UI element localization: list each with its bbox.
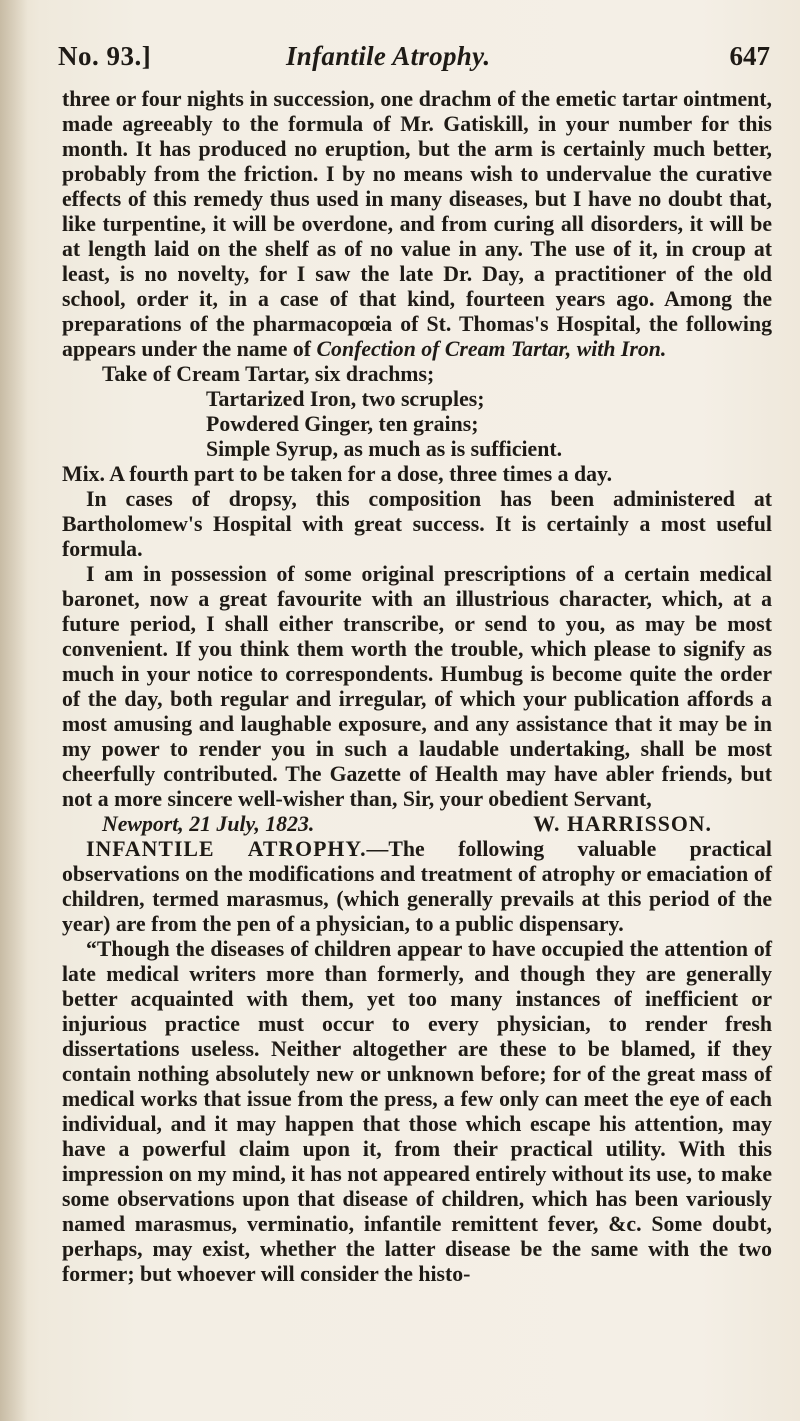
- recipe-block: [62, 362, 772, 387]
- running-header: [58, 36, 770, 76]
- paragraph-dropsy: In cases of dropsy, this composition has been administered at Bartholomew's Hospital with great success. It is certainly a most useful formula.: [62, 487, 772, 561]
- paragraph-emetic-tartar: three or four nights in succession, one drachm of the emetic tartar ointment, made agreeably to the formula of Mr. Gatiskill, in your number for this month. It has produced no eruption, but the arm is certainly much better, probably from the friction. I by no means wish to undervalue the curative effects of this remedy thus used in many diseases, but I have no doubt that, like turpentine, it will be overdone, and from curing all disorders, it will be at length laid on the shelf as of no value in any. The use of it, in croup at least, is no novelty, for I saw the late Dr. Day, a practitioner of the old school, order it, in a case of that kind, fourteen years ago. Among the preparations of the pharmacopœia of St. Thomas's Hospital, the following appears under the name of Confection of Cream Tartar, with Iron.: [62, 87, 772, 361]
- paragraph-infantile-atrophy: INFANTILE ATROPHY.—The following valuable practical observations on the modifications and treatment of atrophy or emaciation of children, termed marasmus, (which generally prevails at this period of the year) are from the pen of a physician, to a public dispensary.: [62, 837, 772, 936]
- recipe-line: Tartarized Iron, two scruples;: [206, 387, 485, 411]
- page-gutter-shadow: [0, 0, 28, 1421]
- page-number: 647: [729, 41, 770, 71]
- signature-line: [62, 812, 772, 837]
- article-body: [62, 87, 772, 1287]
- paragraph-prescriptions: I am in possession of some original prescriptions of a certain medical baronet, now a great favourite with an illustrious character, which, at a future period, I shall either transcribe, or send to you, as may be most convenient. If you think them worth the trouble, which please to signify as much in your notice to correspondents. Humbug is become quite the order of the day, both regular and irregular, of which your publication affords a most amusing and laughable exposure, and any assistance that it may be in my power to render you in such a laudable undertaking, shall be most cheerfully contributed. The Gazette of Health may have abler friends, but not a more sincere well-wisher than, Sir, your obedient Servant,: [62, 562, 772, 811]
- signature-place-date: Newport, 21 July, 1823.: [102, 812, 315, 836]
- paragraph-quotation: “Though the diseases of children appear to have occupied the attention of late medical writers more than formerly, and though they are generally better acquainted with them, yet too many instances of inefficient or injurious practice must occur to every physician, to render fresh dissertations useless. Neither altogether are these to be blamed, if they contain nothing absolutely new or unknown before; for of the great mass of medical works that issue from the press, a few only can meet the eye of each individual, and it may happen that those which escape his attention, may have a powerful claim upon it, from their practical utility. With this impression on my mind, it has not appeared entirely without its use, to make some observations upon that disease of children, which has been variously named marasmus, verminatio, infantile remittent fever, &c. Some doubt, perhaps, may exist, whether the latter disease be the same with the two former; but whoever will consider the histo-: [62, 937, 772, 1286]
- running-title: Infantile Atrophy.: [286, 41, 491, 71]
- signature-name: W. HARRISSON.: [533, 812, 712, 836]
- section-heading: INFANTILE ATROPHY.: [86, 837, 367, 861]
- recipe-block-ingredients: [62, 387, 772, 462]
- recipe-line: Simple Syrup, as much as is sufficient.: [206, 437, 563, 461]
- recipe-name: Confection of Cream Tartar, with Iron.: [316, 337, 667, 361]
- recipe-line: Powdered Ginger, ten grains;: [206, 412, 479, 436]
- mix-instruction: Mix. A fourth part to be taken for a dose, three times a day.: [62, 462, 613, 486]
- issue-number: No. 93.]: [58, 41, 152, 71]
- recipe-line: Take of Cream Tartar, six drachms;: [102, 362, 435, 386]
